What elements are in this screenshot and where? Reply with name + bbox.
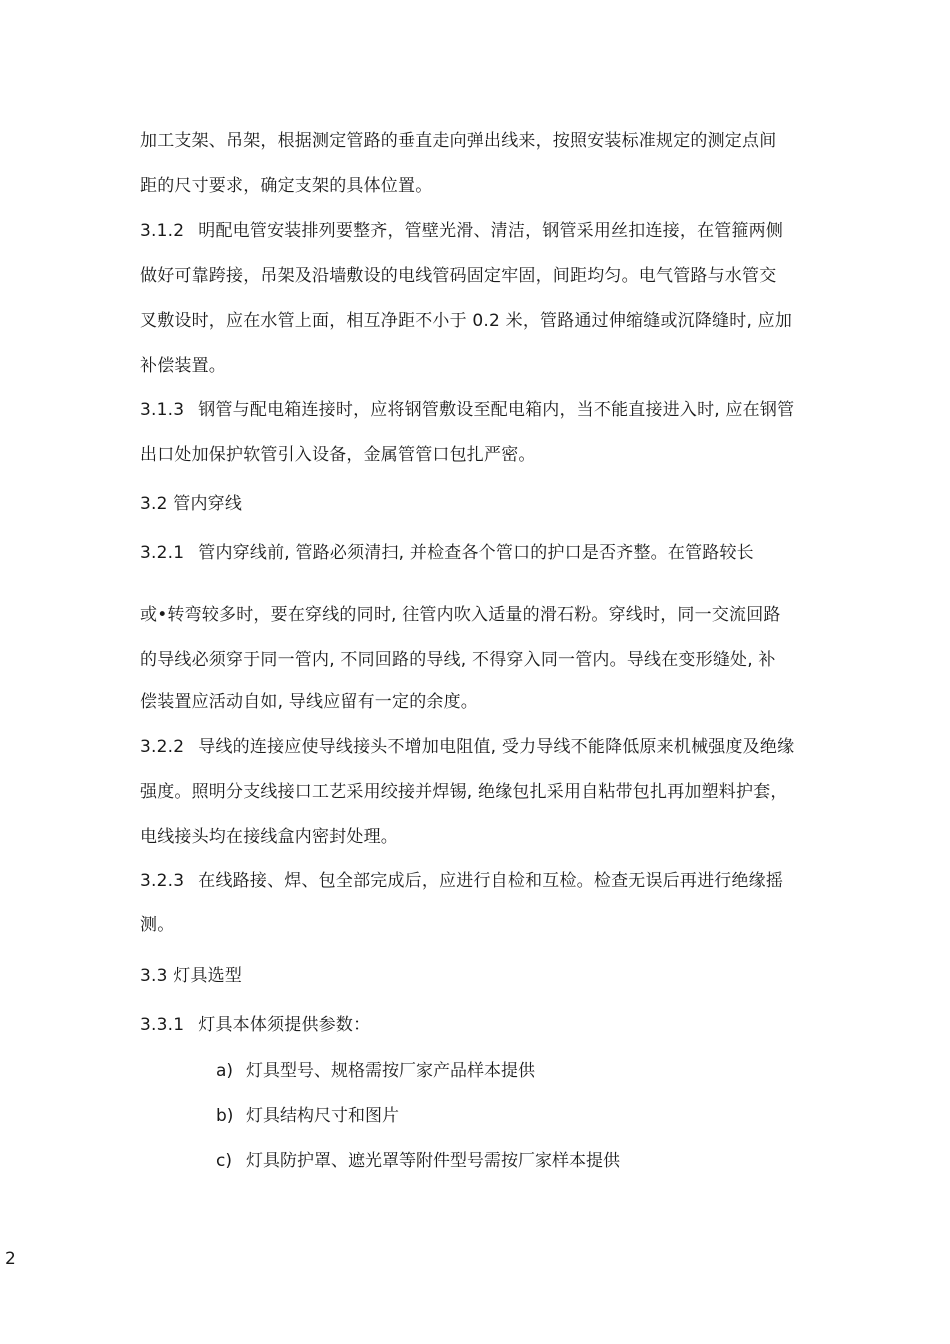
clause-number: 3.3.1 (140, 1015, 185, 1035)
page-number: 2 (5, 1249, 16, 1269)
list-item-text: 灯具防护罩、遮光罩等附件型号需按厂家样本提供 (246, 1151, 620, 1171)
clause-number: 3.2.1 (140, 543, 185, 563)
body-line: 加工支架、吊架，根据测定管路的垂直走向弹出线来，按照安装标准规定的测定点间 (140, 131, 777, 151)
list-marker: a) (216, 1061, 234, 1081)
body-line: 的导线必须穿于同一管内, 不同回路的导线, 不得穿入同一管内。导线在变形缝处, 补 (140, 650, 776, 670)
clause-number: 3.2.2 (140, 737, 185, 757)
body-line: 测。 (140, 915, 175, 935)
body-line: 做好可靠跨接，吊架及沿墙敷设的电线管码固定牢固，间距均匀。电气管路与水管交 (140, 266, 777, 286)
clause-3-2-3 (140, 871, 783, 891)
section-heading-3-3: 3.3 灯具选型 (140, 966, 243, 986)
list-item (216, 1106, 399, 1126)
body-line: 叉敷设时，应在水管上面，相互净距不小于 0.2 米，管路通过伸缩缝或沉降缝时, 应加 (140, 311, 793, 331)
clause-3-2-2 (140, 737, 794, 757)
list-item-text: 灯具结构尺寸和图片 (246, 1106, 399, 1126)
clause-3-3-1 (140, 1015, 370, 1035)
list-item (216, 1061, 535, 1081)
clause-3-1-2 (140, 221, 783, 241)
clause-number: 3.2.3 (140, 871, 185, 891)
body-text: 导线的连接应使导线接头不增加电阻值, 受力导线不能降低原来机械强度及绝缘 (198, 737, 795, 757)
body-line: 距的尺寸要求，确定支架的具体位置。 (140, 176, 433, 196)
body-line: 电线接头均在接线盒内密封处理。 (140, 827, 398, 847)
clause-3-2-1 (140, 543, 754, 563)
section-heading-3-2: 3.2 管内穿线 (140, 494, 243, 514)
body-line: 出口处加保护软管引入设备，金属管管口包扎严密。 (140, 445, 536, 465)
body-text: 在线路接、焊、包全部完成后，应进行自检和互检。检查无误后再进行绝缘摇 (198, 871, 784, 891)
body-line: 偿装置应活动自如, 导线应留有一定的余度。 (140, 692, 479, 712)
body-text: 钢管与配电箱连接时，应将钢管敷设至配电箱内，当不能直接进入时, 应在钢管 (198, 400, 795, 420)
body-line: 补偿装置。 (140, 356, 226, 376)
list-marker: b) (216, 1106, 234, 1126)
clause-number: 3.1.3 (140, 400, 185, 420)
body-line: 或•转弯较多时，要在穿线的同时, 往管内吹入适量的滑石粉。穿线时，同一交流回路 (140, 605, 781, 625)
list-marker: c) (216, 1151, 232, 1171)
list-item (216, 1151, 620, 1171)
body-text: 管内穿线前, 管路必须清扫, 并检查各个管口的护口是否齐整。在管路较长 (198, 543, 754, 563)
clause-number: 3.1.2 (140, 221, 185, 241)
body-text: 灯具本体须提供参数： (198, 1015, 371, 1035)
clause-3-1-3 (140, 400, 794, 420)
body-text: 明配电管安装排列要整齐，管壁光滑、清洁，钢管采用丝扣连接，在管箍两侧 (198, 221, 784, 241)
body-line: 强度。照明分支线接口工艺采用绞接并焊锡, 绝缘包扎采用自粘带包扎再加塑料护套， (140, 782, 788, 802)
list-item-text: 灯具型号、规格需按厂家产品样本提供 (246, 1061, 535, 1081)
